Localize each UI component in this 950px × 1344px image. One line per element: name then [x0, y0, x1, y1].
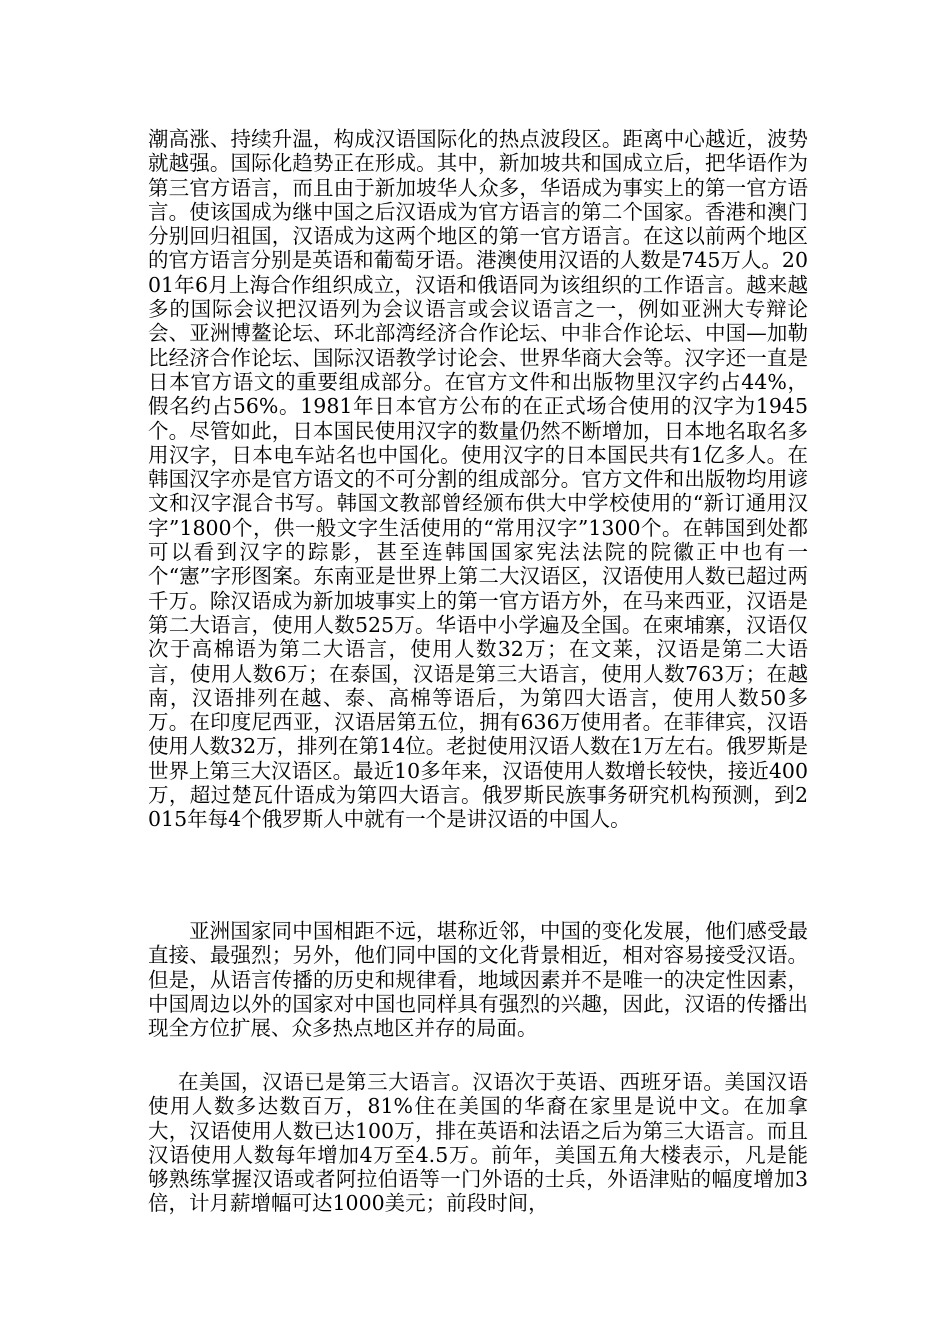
body-paragraph-3: 在美国，汉语已是第三大语言。汉语次于英语、西班牙语。美国汉语使用人数多达数百万，81%住在美国的华裔在家里是说中文。在加拿大，汉语使用人数已达100万，排在英语和法语之后为第三大语言。而且汉语使用人数每年增加4万至4.5万。前年，美国五角大楼表示，凡是能够熟练掌握汉语或者阿拉伯语等一门外语的士兵，外语津贴的幅度增加3倍，计月薪增幅可达1000美元；前段时间，: [148, 1070, 808, 1216]
body-paragraph-1: 潮高涨、持续升温，构成汉语国际化的热点波段区。距离中心越近，波势就越强。国际化趋势正在形成。其中，新加坡共和国成立后，把华语作为第三官方语言，而且由于新加坡华人众多，华语成为事实上的第一官方语言。使该国成为继中国之后汉语成为官方语言的第二个国家。香港和澳门分别回归祖国，汉语成为这两个地区的第一官方语言。在这以前两个地区的官方语言分别是英语和葡萄牙语。港澳使用汉语的人数是745万人。2001年6月上海合作组织成立，汉语和俄语同为该组织的工作语言。越来越多的国际会议把汉语列为会议语言或会议语言之一，例如亚洲大专辩论会、亚洲博鳌论坛、环北部湾经济合作论坛、中非合作论坛、中国—加勒比经济合作论坛、国际汉语教学讨论会、世界华商大会等。汉字还一直是日本官方语文的重要组成部分。在官方文件和出版物里汉字约占44%，假名约占56%。1981年日本官方公布的在正式场合使用的汉字为1945个。尽管如此，日本国民使用汉字的数量仍然不断增加，日本地名取名多用汉字，日本电车站名也中国化。使用汉字的日本国民共有1亿多人。在韩国汉字亦是官方语文的不可分割的组成部分。官方文件和出版物均用谚文和汉字混合书写。韩国文教部曾经颁布供大中学校使用的“新订通用汉字”1800个，供一般文字生活使用的“常用汉字”1300个。在韩国到处都可以看到汉字的踪影，甚至连韩国国家宪法法院的院徽正中也有一个“憲”字形图案。东南亚是世界上第二大汉语区，汉语使用人数已超过两千万。除汉语成为新加坡事实上的第一官方语方外，在马来西亚，汉语是第二大语言，使用人数525万。华语中小学遍及全国。在柬埔寨，汉语仅次于高棉语为第二大语言，使用人数32万；在文莱，汉语是第二大语言，使用人数6万；在泰国，汉语是第三大语言，使用人数763万；在越南，汉语排列在越、泰、高棉等语后，为第四大语言，使用人数50多万。在印度尼西亚，汉语居第五位，拥有636万使用者。在菲律宾，汉语使用人数32万，排列在第14位。老挝使用汉语人数在1万左右。俄罗斯是世界上第三大汉语区。最近10多年来，汉语使用人数增长较快，接近400万，超过楚瓦什语成为第四大语言。俄罗斯民族事务研究机构预测，到2015年每4个俄罗斯人中就有一个是讲汉语的中国人。: [148, 127, 808, 832]
body-paragraph-2: 亚洲国家同中国相距不远，堪称近邻，中国的变化发展，他们感受最直接、最强烈；另外，他们同中国的文化背景相近，相对容易接受汉语。但是，从语言传播的历史和规律看，地域因素并不是唯一的决定性因素，中国周边以外的国家对中国也同样具有强烈的兴趣，因此，汉语的传播出现全方位扩展、众多热点地区并存的局面。: [148, 919, 808, 1041]
